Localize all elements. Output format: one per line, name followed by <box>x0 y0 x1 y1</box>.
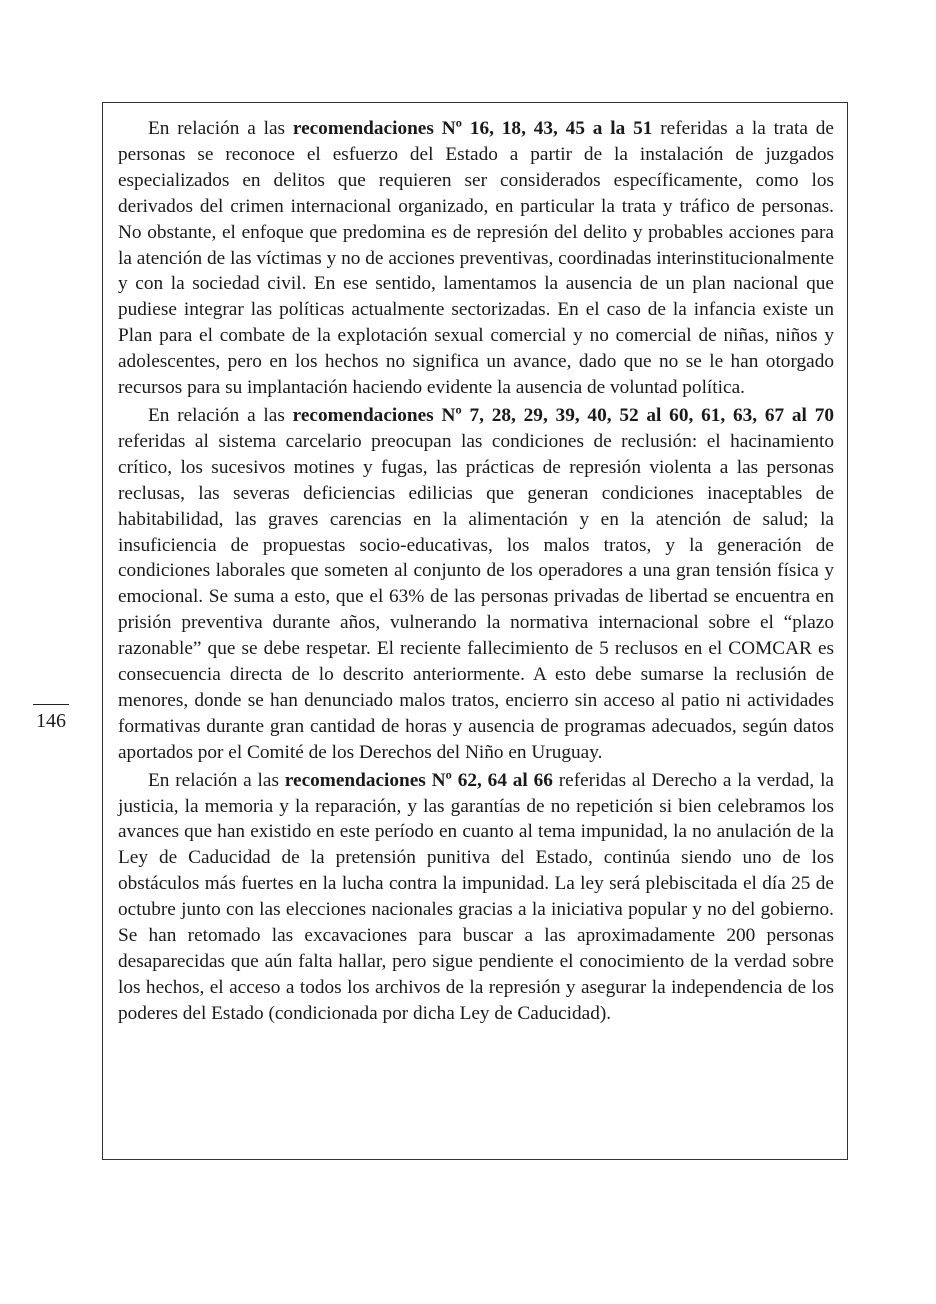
recommendations-ref: recomendaciones Nº 62, 64 al 66 <box>284 769 553 791</box>
body-text <box>118 116 834 1029</box>
recommendations-ref: recomendaciones Nº 7, 28, 29, 39, 40, 52 al 60, 61, 63, 67 al 70 <box>292 404 834 426</box>
paragraph-truth-justice <box>118 768 834 1027</box>
paragraph-trafficking <box>118 116 834 401</box>
paragraph-intro: En relación a las <box>148 769 285 791</box>
paragraph-body: referidas a la trata de personas se reconoce el esfuerzo del Estado a partir de la instalación de juzgados especializados en delitos que requieren ser considerados específicamente, como los derivados del crimen internacional organizado, en particular la trata y tráfico de personas. No obstante, el enfoque que predomina es de represión del delito y probables acciones para la atención de las víctimas y no de acciones preventivas, coordinadas interinstitucionalmente y con la sociedad civil. En ese sentido, lamentamos la ausencia de un plan nacional que pudiese integrar las políticas actualmente sectorizadas. En el caso de la infancia existe un Plan para el combate de la explotación sexual comercial y no comercial de niñas, niños y adolescentes, pero en los hechos no significa un avance, dado que no se le han otorgado recursos para su implantación haciendo evidente la ausencia de voluntad política. <box>118 118 834 399</box>
page-number: 146 <box>33 704 69 735</box>
paragraph-body: referidas al sistema carcelario preocupan las condiciones de reclusión: el hacinamiento crítico, los sucesivos motines y fugas, las prácticas de represión violenta a las personas reclusas, las severas deficiencias edilicias que generan condiciones inaceptables de habitabilidad, las graves carencias en la alimentación y en la atención de salud; la insuficiencia de propuestas socio-educativas, los malos tratos, y la generación de condiciones laborales que someten al conjunto de los operadores a una gran tensión física y emocional. Se suma a esto, que el 63% de las personas privadas de libertad se encuentra en prisión preventiva durante años, vulnerando la normativa internacional sobre el “plazo razonable” que se debe respetar. El reciente fallecimiento de 5 reclusos en el COMCAR es consecuencia directa de lo descrito anteriormente. A esto debe sumarse la reclusión de menores, donde se han denunciado malos tratos, encierro sin acceso al patio ni actividades formativas durante gran cantidad de horas y ausencia de programas adecuados, según datos aportados por el Comité de los Derechos del Niño en Uruguay. <box>118 430 834 763</box>
paragraph-body: referidas al Derecho a la verdad, la justicia, la memoria y la reparación, y las garantías de no repetición si bien celebramos los avances que han existido en este período en cuanto al tema impunidad, la no anulación de la Ley de Caducidad de la pretensión punitiva del Estado, continúa siendo uno de los obstáculos más fuertes en la lucha contra la impunidad. La ley será plebiscitada el día 25 de octubre junto con las elecciones nacionales gracias a la iniciativa popular y no del gobierno. Se han retomado las excavaciones para buscar a las aproximadamente 200 personas desaparecidas que aún falta hallar, pero sigue pendiente el conocimiento de la verdad sobre los hechos, el acceso a todos los archivos de la represión y asegurar la independencia de los poderes del Estado (condicionada por dicha Ley de Caducidad). <box>118 769 834 1024</box>
recommendations-ref: recomendaciones Nº 16, 18, 43, 45 a la 51 <box>292 118 653 139</box>
paragraph-prison-system <box>118 403 834 766</box>
paragraph-intro: En relación a las <box>148 404 293 426</box>
paragraph-intro: En relación a las <box>148 118 293 139</box>
